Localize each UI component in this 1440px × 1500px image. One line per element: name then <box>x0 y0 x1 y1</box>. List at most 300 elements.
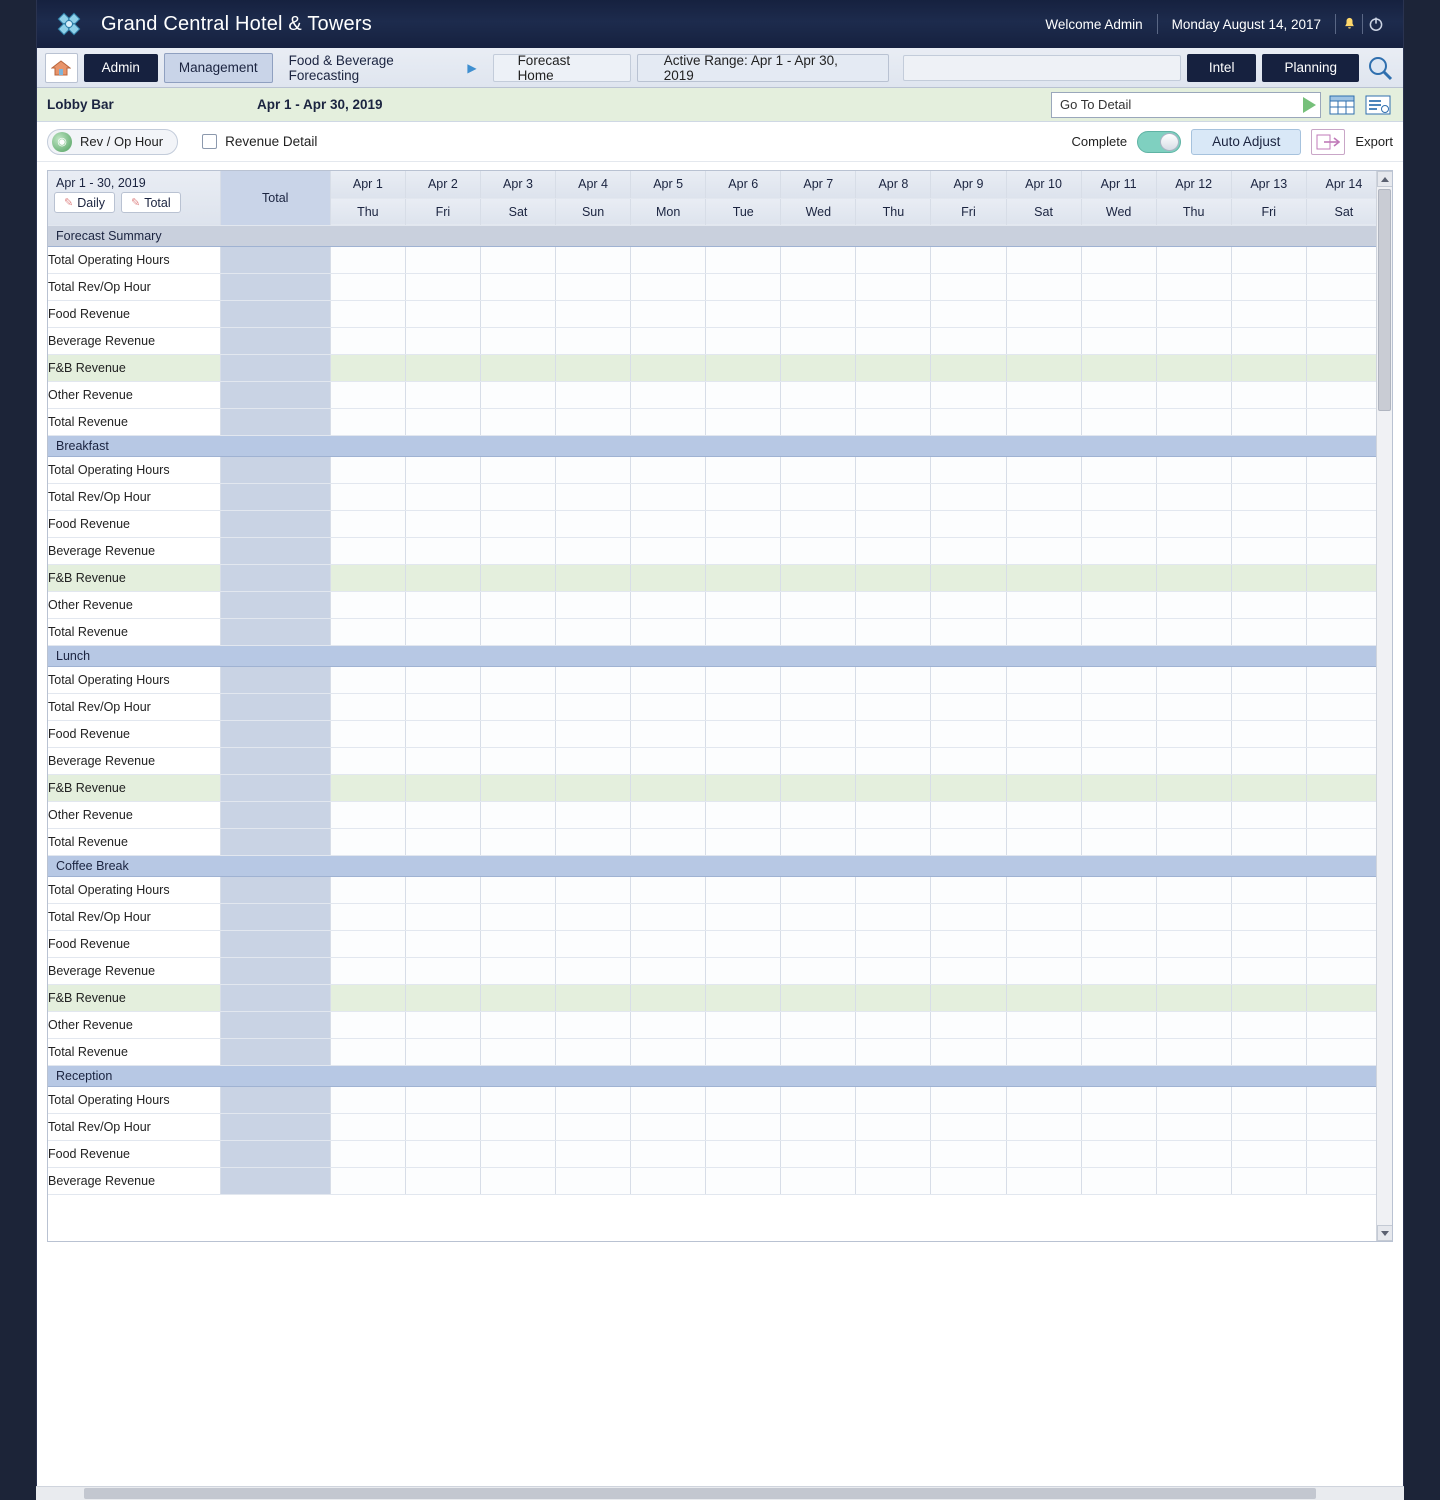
day-cell[interactable] <box>1306 774 1381 801</box>
day-cell[interactable] <box>781 618 856 645</box>
day-cell[interactable] <box>856 1038 931 1065</box>
day-cell[interactable] <box>480 693 555 720</box>
day-cell[interactable] <box>1081 1167 1156 1194</box>
day-cell[interactable] <box>1231 957 1306 984</box>
day-cell[interactable] <box>1006 774 1081 801</box>
day-cell[interactable] <box>480 483 555 510</box>
day-cell[interactable] <box>405 510 480 537</box>
day-cell[interactable] <box>931 510 1006 537</box>
day-cell[interactable] <box>480 876 555 903</box>
day-cell[interactable] <box>1156 618 1231 645</box>
day-cell[interactable] <box>1231 381 1306 408</box>
day-cell[interactable] <box>1081 828 1156 855</box>
day-cell[interactable] <box>931 1038 1006 1065</box>
day-cell[interactable] <box>781 483 856 510</box>
day-cell[interactable] <box>931 720 1006 747</box>
day-cell[interactable] <box>1081 693 1156 720</box>
day-cell[interactable] <box>405 300 480 327</box>
day-cell[interactable] <box>781 693 856 720</box>
day-cell[interactable] <box>1306 246 1381 273</box>
day-cell[interactable] <box>706 510 781 537</box>
day-cell[interactable] <box>1006 720 1081 747</box>
play-icon[interactable] <box>1303 97 1316 113</box>
day-cell[interactable] <box>1306 801 1381 828</box>
day-cell[interactable] <box>1006 564 1081 591</box>
day-cell[interactable] <box>1081 747 1156 774</box>
day-cell[interactable] <box>1231 876 1306 903</box>
total-cell[interactable] <box>220 381 330 408</box>
day-cell[interactable] <box>480 510 555 537</box>
day-cell[interactable] <box>706 246 781 273</box>
total-cell[interactable] <box>220 828 330 855</box>
day-cell[interactable] <box>1231 246 1306 273</box>
day-cell[interactable] <box>631 510 706 537</box>
day-cell[interactable] <box>1156 354 1231 381</box>
day-cell[interactable] <box>931 903 1006 930</box>
day-cell[interactable] <box>1006 747 1081 774</box>
day-cell[interactable] <box>1006 246 1081 273</box>
day-cell[interactable] <box>1006 876 1081 903</box>
day-cell[interactable] <box>1231 537 1306 564</box>
day-cell[interactable] <box>556 903 631 930</box>
day-cell[interactable] <box>1156 591 1231 618</box>
day-cell[interactable] <box>1231 1140 1306 1167</box>
day-cell[interactable] <box>1081 801 1156 828</box>
day-cell[interactable] <box>1081 1011 1156 1038</box>
total-cell[interactable] <box>220 1113 330 1140</box>
day-cell[interactable] <box>405 1167 480 1194</box>
day-cell[interactable] <box>631 876 706 903</box>
day-cell[interactable] <box>706 801 781 828</box>
day-cell[interactable] <box>405 537 480 564</box>
day-cell[interactable] <box>330 1011 405 1038</box>
day-cell[interactable] <box>480 984 555 1011</box>
day-cell[interactable] <box>781 537 856 564</box>
day-cell[interactable] <box>480 456 555 483</box>
day-cell[interactable] <box>631 246 706 273</box>
day-cell[interactable] <box>405 693 480 720</box>
day-cell[interactable] <box>480 354 555 381</box>
day-cell[interactable] <box>781 591 856 618</box>
day-cell[interactable] <box>480 903 555 930</box>
day-cell[interactable] <box>706 300 781 327</box>
day-cell[interactable] <box>1081 327 1156 354</box>
day-cell[interactable] <box>1156 666 1231 693</box>
day-cell[interactable] <box>1156 510 1231 537</box>
total-cell[interactable] <box>220 1011 330 1038</box>
day-cell[interactable] <box>1231 273 1306 300</box>
horizontal-scrollbar[interactable] <box>36 1486 1404 1500</box>
day-cell[interactable] <box>1006 930 1081 957</box>
scroll-down-button[interactable] <box>1377 1225 1393 1241</box>
total-cell[interactable] <box>220 1086 330 1113</box>
day-cell[interactable] <box>1306 1038 1381 1065</box>
day-cell[interactable] <box>1231 354 1306 381</box>
day-cell[interactable] <box>556 1167 631 1194</box>
day-cell[interactable] <box>1306 591 1381 618</box>
day-cell[interactable] <box>330 1140 405 1167</box>
day-cell[interactable] <box>931 381 1006 408</box>
day-cell[interactable] <box>556 408 631 435</box>
day-cell[interactable] <box>931 483 1006 510</box>
day-cell[interactable] <box>1156 693 1231 720</box>
day-cell[interactable] <box>1306 1140 1381 1167</box>
day-cell[interactable] <box>1156 537 1231 564</box>
day-cell[interactable] <box>706 774 781 801</box>
day-cell[interactable] <box>1006 984 1081 1011</box>
day-cell[interactable] <box>931 408 1006 435</box>
day-cell[interactable] <box>405 801 480 828</box>
day-cell[interactable] <box>1306 720 1381 747</box>
day-cell[interactable] <box>931 801 1006 828</box>
day-cell[interactable] <box>1156 381 1231 408</box>
day-header-date[interactable]: Apr 8 <box>856 171 931 198</box>
nav-active-range[interactable]: Active Range: Apr 1 - Apr 30, 2019 <box>637 54 890 82</box>
day-cell[interactable] <box>556 984 631 1011</box>
day-cell[interactable] <box>405 618 480 645</box>
day-cell[interactable] <box>1231 591 1306 618</box>
day-cell[interactable] <box>706 591 781 618</box>
day-cell[interactable] <box>1306 828 1381 855</box>
day-cell[interactable] <box>1006 828 1081 855</box>
day-cell[interactable] <box>330 693 405 720</box>
total-cell[interactable] <box>220 876 330 903</box>
day-cell[interactable] <box>781 1086 856 1113</box>
day-cell[interactable] <box>1306 300 1381 327</box>
nav-planning[interactable]: Planning <box>1262 54 1359 82</box>
day-cell[interactable] <box>931 930 1006 957</box>
total-cell[interactable] <box>220 774 330 801</box>
day-cell[interactable] <box>405 720 480 747</box>
day-cell[interactable] <box>480 1011 555 1038</box>
day-cell[interactable] <box>1081 354 1156 381</box>
day-cell[interactable] <box>1006 537 1081 564</box>
day-cell[interactable] <box>330 408 405 435</box>
day-cell[interactable] <box>405 903 480 930</box>
day-cell[interactable] <box>931 747 1006 774</box>
day-cell[interactable] <box>1156 300 1231 327</box>
day-cell[interactable] <box>931 591 1006 618</box>
day-cell[interactable] <box>631 930 706 957</box>
day-cell[interactable] <box>931 828 1006 855</box>
day-cell[interactable] <box>1006 1113 1081 1140</box>
scroll-thumb[interactable] <box>1378 189 1391 411</box>
total-cell[interactable] <box>220 408 330 435</box>
day-cell[interactable] <box>1156 483 1231 510</box>
day-cell[interactable] <box>931 537 1006 564</box>
day-cell[interactable] <box>556 828 631 855</box>
day-cell[interactable] <box>1231 903 1306 930</box>
day-cell[interactable] <box>781 408 856 435</box>
day-cell[interactable] <box>856 246 931 273</box>
day-cell[interactable] <box>931 774 1006 801</box>
day-cell[interactable] <box>556 720 631 747</box>
day-cell[interactable] <box>931 564 1006 591</box>
day-cell[interactable] <box>631 591 706 618</box>
day-cell[interactable] <box>1006 273 1081 300</box>
day-cell[interactable] <box>1156 930 1231 957</box>
day-cell[interactable] <box>1156 408 1231 435</box>
day-cell[interactable] <box>781 666 856 693</box>
total-cell[interactable] <box>220 564 330 591</box>
day-cell[interactable] <box>781 354 856 381</box>
day-cell[interactable] <box>480 381 555 408</box>
day-cell[interactable] <box>556 1086 631 1113</box>
day-cell[interactable] <box>631 483 706 510</box>
day-cell[interactable] <box>781 1167 856 1194</box>
day-cell[interactable] <box>1231 618 1306 645</box>
day-cell[interactable] <box>931 876 1006 903</box>
day-cell[interactable] <box>1081 300 1156 327</box>
day-cell[interactable] <box>781 984 856 1011</box>
day-cell[interactable] <box>556 876 631 903</box>
day-cell[interactable] <box>706 1038 781 1065</box>
day-cell[interactable] <box>706 618 781 645</box>
day-cell[interactable] <box>1081 984 1156 1011</box>
day-header-date[interactable]: Apr 1 <box>330 171 405 198</box>
day-cell[interactable] <box>556 591 631 618</box>
day-cell[interactable] <box>480 930 555 957</box>
day-cell[interactable] <box>631 408 706 435</box>
day-cell[interactable] <box>1306 1113 1381 1140</box>
day-cell[interactable] <box>781 381 856 408</box>
day-cell[interactable] <box>556 747 631 774</box>
day-cell[interactable] <box>931 693 1006 720</box>
day-header-date[interactable]: Apr 12 <box>1156 171 1231 198</box>
day-cell[interactable] <box>556 930 631 957</box>
day-cell[interactable] <box>480 828 555 855</box>
day-cell[interactable] <box>706 456 781 483</box>
day-cell[interactable] <box>330 510 405 537</box>
breadcrumb[interactable] <box>279 53 487 83</box>
day-cell[interactable] <box>1231 693 1306 720</box>
day-cell[interactable] <box>1231 1038 1306 1065</box>
day-cell[interactable] <box>330 957 405 984</box>
day-cell[interactable] <box>330 1167 405 1194</box>
day-cell[interactable] <box>856 564 931 591</box>
day-cell[interactable] <box>1081 381 1156 408</box>
day-cell[interactable] <box>330 273 405 300</box>
day-cell[interactable] <box>781 801 856 828</box>
total-cell[interactable] <box>220 930 330 957</box>
day-cell[interactable] <box>405 381 480 408</box>
day-cell[interactable] <box>1006 618 1081 645</box>
day-cell[interactable] <box>1081 774 1156 801</box>
day-cell[interactable] <box>631 537 706 564</box>
day-cell[interactable] <box>556 774 631 801</box>
day-cell[interactable] <box>405 483 480 510</box>
day-cell[interactable] <box>856 1086 931 1113</box>
day-cell[interactable] <box>1081 903 1156 930</box>
day-cell[interactable] <box>1006 1140 1081 1167</box>
day-cell[interactable] <box>631 564 706 591</box>
day-cell[interactable] <box>706 1011 781 1038</box>
day-cell[interactable] <box>631 1113 706 1140</box>
day-cell[interactable] <box>1306 273 1381 300</box>
day-cell[interactable] <box>1231 774 1306 801</box>
day-cell[interactable] <box>631 957 706 984</box>
day-cell[interactable] <box>1006 1086 1081 1113</box>
nav-intel[interactable]: Intel <box>1187 54 1257 82</box>
daily-button[interactable] <box>54 192 115 213</box>
day-header-date[interactable]: Apr 7 <box>781 171 856 198</box>
day-cell[interactable] <box>330 381 405 408</box>
day-cell[interactable] <box>556 564 631 591</box>
day-cell[interactable] <box>480 591 555 618</box>
day-cell[interactable] <box>631 1167 706 1194</box>
day-cell[interactable] <box>1156 984 1231 1011</box>
total-cell[interactable] <box>220 618 330 645</box>
day-cell[interactable] <box>781 903 856 930</box>
day-cell[interactable] <box>781 957 856 984</box>
day-cell[interactable] <box>330 591 405 618</box>
day-cell[interactable] <box>405 930 480 957</box>
day-cell[interactable] <box>480 537 555 564</box>
day-cell[interactable] <box>1156 801 1231 828</box>
day-cell[interactable] <box>480 957 555 984</box>
day-cell[interactable] <box>1306 537 1381 564</box>
day-cell[interactable] <box>1156 828 1231 855</box>
day-cell[interactable] <box>781 300 856 327</box>
day-cell[interactable] <box>706 903 781 930</box>
day-cell[interactable] <box>1156 273 1231 300</box>
day-header-date[interactable]: Apr 11 <box>1081 171 1156 198</box>
day-cell[interactable] <box>1006 408 1081 435</box>
day-cell[interactable] <box>706 381 781 408</box>
day-cell[interactable] <box>1231 801 1306 828</box>
day-cell[interactable] <box>1306 408 1381 435</box>
day-cell[interactable] <box>405 591 480 618</box>
day-cell[interactable] <box>1231 984 1306 1011</box>
day-cell[interactable] <box>856 591 931 618</box>
day-cell[interactable] <box>706 483 781 510</box>
day-cell[interactable] <box>556 381 631 408</box>
day-cell[interactable] <box>330 876 405 903</box>
day-cell[interactable] <box>1006 300 1081 327</box>
day-header-date[interactable]: Apr 10 <box>1006 171 1081 198</box>
day-cell[interactable] <box>330 1086 405 1113</box>
day-header-date[interactable]: Apr 9 <box>931 171 1006 198</box>
day-cell[interactable] <box>1081 876 1156 903</box>
total-cell[interactable] <box>220 903 330 930</box>
day-cell[interactable] <box>706 408 781 435</box>
day-cell[interactable] <box>556 537 631 564</box>
day-cell[interactable] <box>480 300 555 327</box>
day-cell[interactable] <box>781 327 856 354</box>
day-cell[interactable] <box>706 693 781 720</box>
day-cell[interactable] <box>856 618 931 645</box>
auto-adjust-button[interactable]: Auto Adjust <box>1191 129 1301 155</box>
day-cell[interactable] <box>480 1038 555 1065</box>
day-cell[interactable] <box>330 930 405 957</box>
day-cell[interactable] <box>1006 801 1081 828</box>
grid-view-icon[interactable] <box>1327 92 1357 118</box>
day-cell[interactable] <box>1231 828 1306 855</box>
day-cell[interactable] <box>706 354 781 381</box>
day-cell[interactable] <box>706 828 781 855</box>
total-cell[interactable] <box>220 354 330 381</box>
day-cell[interactable] <box>1156 1011 1231 1038</box>
day-cell[interactable] <box>330 354 405 381</box>
day-cell[interactable] <box>856 273 931 300</box>
day-cell[interactable] <box>330 720 405 747</box>
day-cell[interactable] <box>856 930 931 957</box>
day-header-date[interactable]: Apr 2 <box>405 171 480 198</box>
day-cell[interactable] <box>405 564 480 591</box>
day-cell[interactable] <box>1006 327 1081 354</box>
day-cell[interactable] <box>1306 930 1381 957</box>
day-cell[interactable] <box>856 1167 931 1194</box>
day-cell[interactable] <box>1081 666 1156 693</box>
day-cell[interactable] <box>405 1113 480 1140</box>
nav-forecast-home[interactable]: Forecast Home <box>493 54 631 82</box>
day-cell[interactable] <box>1156 876 1231 903</box>
day-cell[interactable] <box>631 666 706 693</box>
day-cell[interactable] <box>856 408 931 435</box>
day-cell[interactable] <box>480 1113 555 1140</box>
day-cell[interactable] <box>480 747 555 774</box>
day-cell[interactable] <box>706 666 781 693</box>
day-cell[interactable] <box>781 1011 856 1038</box>
day-cell[interactable] <box>931 618 1006 645</box>
day-cell[interactable] <box>330 456 405 483</box>
day-cell[interactable] <box>931 1086 1006 1113</box>
total-cell[interactable] <box>220 591 330 618</box>
day-cell[interactable] <box>631 354 706 381</box>
day-cell[interactable] <box>1006 1011 1081 1038</box>
day-cell[interactable] <box>1231 747 1306 774</box>
day-cell[interactable] <box>480 618 555 645</box>
section-header-row[interactable] <box>48 645 1382 666</box>
day-cell[interactable] <box>1156 1140 1231 1167</box>
day-cell[interactable] <box>631 693 706 720</box>
day-cell[interactable] <box>1156 1113 1231 1140</box>
day-cell[interactable] <box>856 456 931 483</box>
day-cell[interactable] <box>330 984 405 1011</box>
day-cell[interactable] <box>330 747 405 774</box>
day-cell[interactable] <box>330 1113 405 1140</box>
day-cell[interactable] <box>1081 537 1156 564</box>
day-cell[interactable] <box>1081 591 1156 618</box>
day-cell[interactable] <box>706 984 781 1011</box>
day-cell[interactable] <box>1156 903 1231 930</box>
day-cell[interactable] <box>856 483 931 510</box>
day-cell[interactable] <box>1006 957 1081 984</box>
go-to-detail-select[interactable] <box>1051 92 1321 118</box>
day-cell[interactable] <box>1006 354 1081 381</box>
day-cell[interactable] <box>706 930 781 957</box>
day-cell[interactable] <box>931 1011 1006 1038</box>
day-cell[interactable] <box>856 693 931 720</box>
day-cell[interactable] <box>631 903 706 930</box>
day-cell[interactable] <box>1006 483 1081 510</box>
day-cell[interactable] <box>1081 1140 1156 1167</box>
bell-icon[interactable] <box>1336 16 1362 32</box>
day-cell[interactable] <box>706 564 781 591</box>
day-cell[interactable] <box>856 903 931 930</box>
day-cell[interactable] <box>1231 720 1306 747</box>
day-cell[interactable] <box>330 483 405 510</box>
day-cell[interactable] <box>631 1140 706 1167</box>
day-cell[interactable] <box>405 876 480 903</box>
day-cell[interactable] <box>631 801 706 828</box>
day-cell[interactable] <box>1156 1086 1231 1113</box>
day-cell[interactable] <box>781 1038 856 1065</box>
day-cell[interactable] <box>706 747 781 774</box>
day-cell[interactable] <box>1081 246 1156 273</box>
day-cell[interactable] <box>856 828 931 855</box>
day-cell[interactable] <box>781 876 856 903</box>
